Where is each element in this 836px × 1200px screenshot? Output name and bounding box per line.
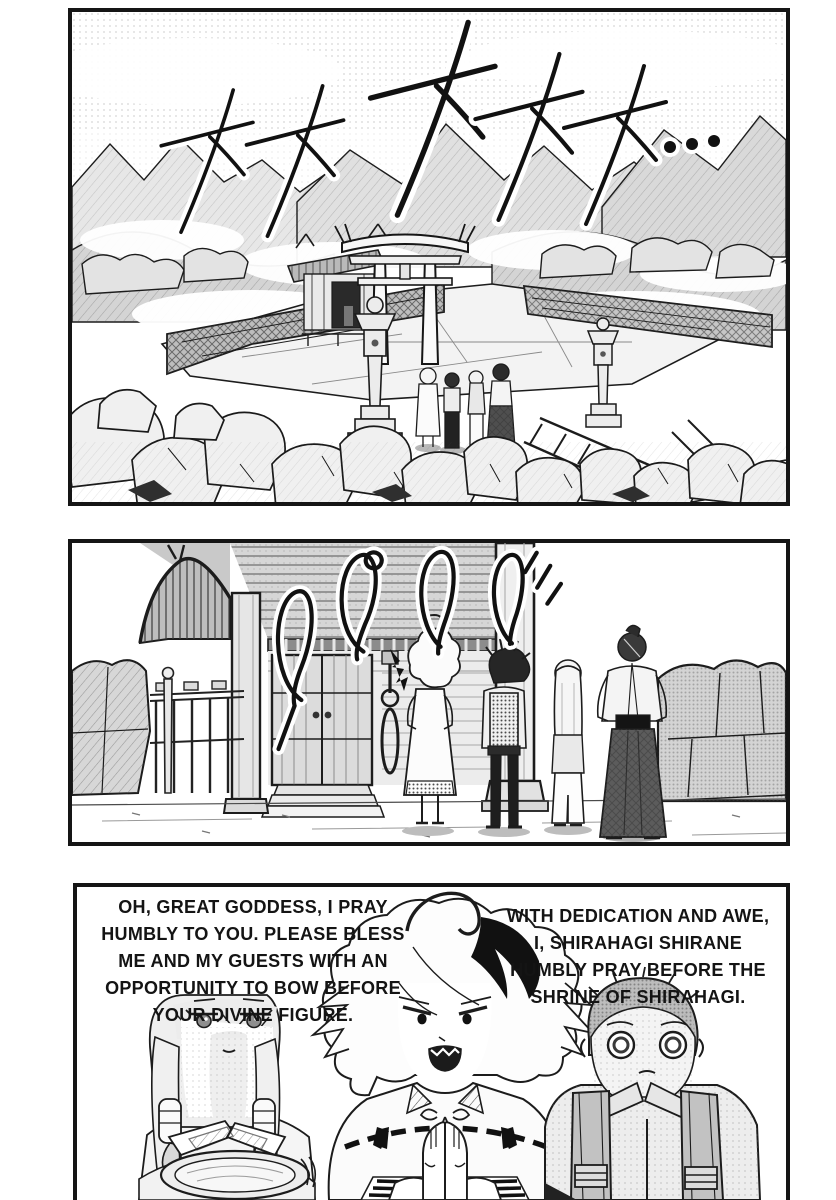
dialogue-line: HUMBLY TO YOU. PLEASE BLESS (101, 924, 405, 944)
left-stone-wall (72, 660, 150, 795)
dialogue-line: SHRINE OF SHIRAHAGI. (530, 987, 746, 1007)
figure-boy-small (444, 373, 460, 448)
dialogue-line: I, SHIRAHAGI SHIRANE (533, 933, 743, 953)
mountain-shrine-art (72, 12, 786, 502)
shrine-front-art (72, 543, 786, 842)
dialogue-line: OPPORTUNITY TO BOW BEFORE (105, 978, 401, 998)
dialogue-line: OH, GREAT GODDESS, I PRAY (118, 897, 388, 917)
figure-in-doorway (344, 306, 353, 326)
panel-mountain-overview (68, 8, 790, 506)
dialogue-line: YOUR DIVINE FIGURE. (152, 1005, 354, 1025)
dialogue-line: ME AND MY GUESTS WITH AN (118, 951, 388, 971)
figure-girl-back (552, 660, 584, 825)
right-stone-wall (658, 660, 786, 801)
dialogue-goddess-prayer (83, 894, 423, 1029)
dialogue-shirane-prayer (490, 903, 786, 1011)
dialogue-line: WITH DEDICATION AND AWE, (506, 906, 770, 926)
dialogue-line: HUMBLY PRAY BEFORE THE (510, 960, 766, 980)
panel-shrine-front (68, 539, 790, 846)
panel-dialogue (73, 883, 790, 1200)
